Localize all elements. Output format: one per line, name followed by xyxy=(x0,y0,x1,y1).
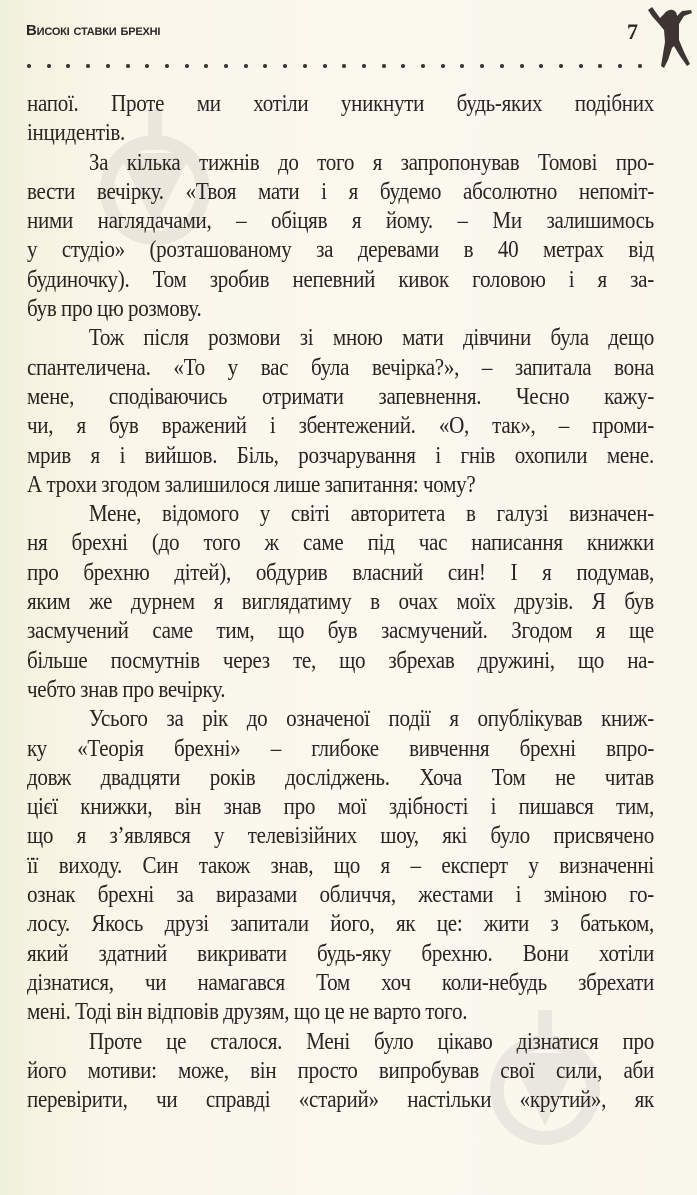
rule-dot xyxy=(382,64,386,68)
text-line: що я з’являвся у телевізійних шоу, які було присвячено xyxy=(27,822,654,850)
rule-dot xyxy=(145,64,149,68)
body-text xyxy=(27,89,654,1114)
text-line: вести вечірку. «Твоя мати і я будемо абсолютно непоміт- xyxy=(27,177,654,205)
rule-dot xyxy=(401,64,405,68)
text-line: який здатний викривати будь-яку брехню. Вони хотіли xyxy=(27,939,654,967)
text-line: мене, сподіваючись отримати запевнення. Чесно кажу- xyxy=(27,382,654,410)
rule-dot xyxy=(165,64,169,68)
text-line: лосу. Якось друзі запитали його, як це: жити з батьком, xyxy=(27,910,654,938)
text-line: його мотиви: може, він просто випробував свої сили, аби xyxy=(27,1056,654,1084)
text-line: Тож після розмови зі мною мати дівчини була дещо xyxy=(88,324,654,352)
dotted-rule xyxy=(27,63,642,69)
text-line: ними наглядачами, – обіцяв я йому. – Ми залишимось xyxy=(27,207,654,235)
text-line: ознак брехні за виразами обличчя, жестами і зміною го- xyxy=(27,881,654,909)
paragraph xyxy=(27,499,654,704)
paragraph xyxy=(27,148,654,324)
rule-dot xyxy=(618,64,622,68)
text-line: яким же дурнем я виглядатиму в очах моїх друзів. Я був xyxy=(27,588,654,616)
rule-dot xyxy=(520,64,524,68)
rule-dot xyxy=(185,64,189,68)
text-line: Усього за рік до означеної події я опублікував книж- xyxy=(88,705,654,733)
rule-dot xyxy=(47,64,51,68)
rule-dot xyxy=(500,64,504,68)
rule-dot xyxy=(86,64,90,68)
rule-dot xyxy=(283,64,287,68)
text-line: дізнатися, чи намагався Том хоч коли-небудь збрехати xyxy=(27,968,654,996)
rule-dot xyxy=(126,64,130,68)
text-line: більше посмутнів через те, що збрехав дружині, що на- xyxy=(27,646,654,674)
text-line: Мене, відомого у світі авторитета в галузі визначен- xyxy=(88,500,654,528)
rule-dot xyxy=(303,64,307,68)
text-line: чебто знав про вечірку. xyxy=(27,675,226,703)
text-line: довж двадцяти років досліджень. Хоча Том не читав xyxy=(27,763,654,791)
rule-dot xyxy=(362,64,366,68)
text-line: будиночку). Том зробив непевний кивок головою і я за- xyxy=(27,265,654,293)
rule-dot xyxy=(559,64,563,68)
jumping-person-icon xyxy=(646,4,694,70)
paragraph xyxy=(27,89,654,148)
text-line: у студіо» (розташованому за деревами в 40 метрах від xyxy=(27,236,654,264)
text-line: засмучений саме тим, що був засмучений. Згодом я ще xyxy=(27,617,654,645)
rule-dot xyxy=(106,64,110,68)
paragraph xyxy=(27,323,654,499)
rule-dot xyxy=(480,64,484,68)
rule-dot xyxy=(244,64,248,68)
running-head xyxy=(26,19,646,44)
paragraph xyxy=(27,1027,654,1115)
text-line: був про цю розмову. xyxy=(27,295,202,323)
rule-dot xyxy=(579,64,583,68)
text-line: чи, я був вражений і збентежений. «О, так», – проми- xyxy=(27,412,654,440)
rule-dot xyxy=(263,64,267,68)
rule-dot xyxy=(66,64,70,68)
text-line: За кілька тижнів до того я запропонував Томові про- xyxy=(88,148,654,176)
rule-dot xyxy=(539,64,543,68)
text-line: напої. Проте ми хотіли уникнути будь-яких подібних xyxy=(27,90,654,117)
text-line: інцидентів. xyxy=(27,119,125,147)
rule-dot xyxy=(224,64,228,68)
text-line: цієї книжки, він знав про мої здібності і пишався тим, xyxy=(27,793,654,821)
rule-dot xyxy=(342,64,346,68)
text-line: мені. Тоді він відповів друзям, що це не варто того. xyxy=(27,998,468,1026)
paragraph xyxy=(27,704,654,1026)
rule-dot xyxy=(460,64,464,68)
text-line: А трохи згодом залишилося лише запитання: чому? xyxy=(27,470,476,498)
text-line: ня брехні (до того ж саме під час написання книжки xyxy=(27,529,654,557)
text-line: мрив я і вийшов. Біль, розчарування і гнів охопили мене. xyxy=(27,441,654,469)
rule-dot xyxy=(598,64,602,68)
rule-dot xyxy=(421,64,425,68)
rule-dot xyxy=(323,64,327,68)
text-line: Проте це сталося. Мені було цікаво дізнатися про xyxy=(88,1027,654,1055)
rule-dot xyxy=(638,64,642,68)
rule-dot xyxy=(204,64,208,68)
page-number: 7 xyxy=(627,19,638,44)
text-line: спантеличена. «То у вас була вечірка?», – запитала вона xyxy=(27,353,654,381)
running-title: Високі ставки брехні xyxy=(26,22,161,39)
text-line: про брехню дітей), обдурив власний син! І я подумав, xyxy=(27,558,654,586)
text-line: перевірити, чи справді «старий» настільки «крутий», як xyxy=(27,1086,654,1114)
rule-dot xyxy=(27,64,31,68)
text-line: ку «Теорія брехні» – глибоке вивчення брехні впро- xyxy=(27,734,654,762)
rule-dot xyxy=(441,64,445,68)
text-line: її виходу. Син також знав, що я – експерт у визначенні xyxy=(27,851,654,879)
